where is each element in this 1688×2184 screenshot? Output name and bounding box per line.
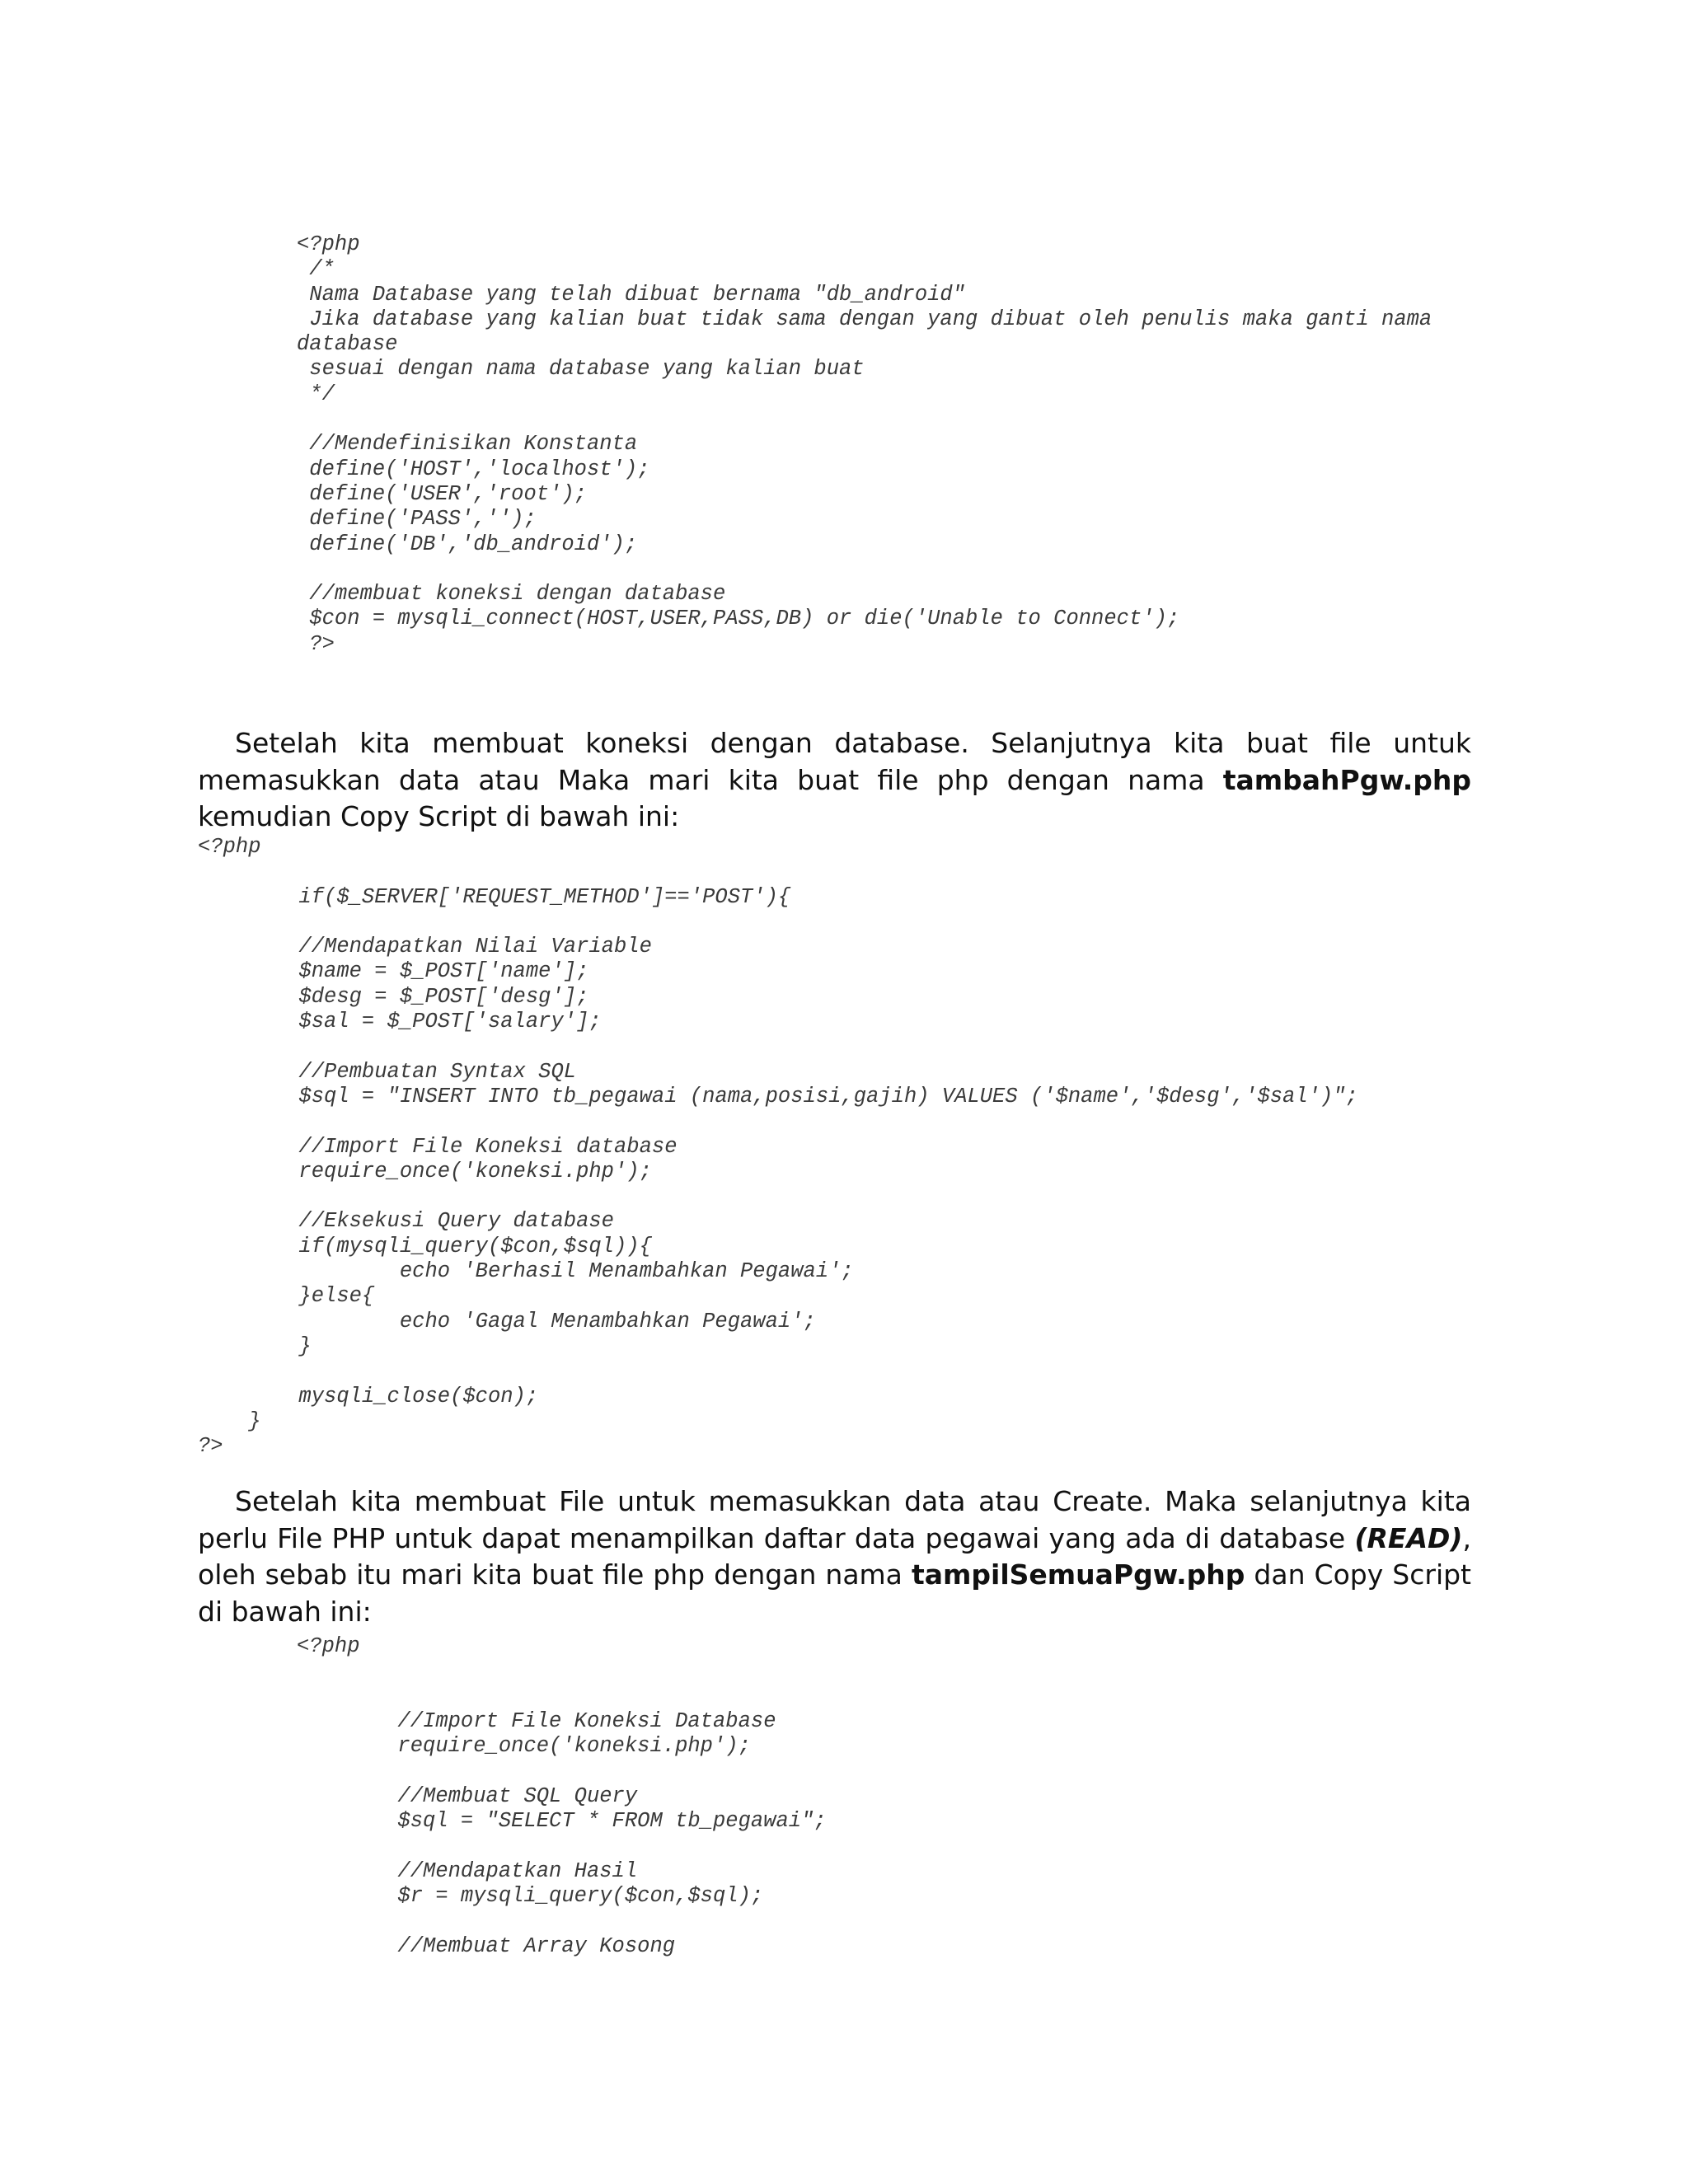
read-label: (READ)	[1354, 1521, 1463, 1554]
filename-tampil-semua-pgw: tampilSemuaPgw.php	[911, 1558, 1245, 1591]
filename-tambah-pgw: tambahPgw.php	[1222, 763, 1471, 796]
code-block-tambah-pgw: <?php if($_SERVER['REQUEST_METHOD']=='POST'){ //Mendapatkan Nilai Variable $name = $_POST['name']; $desg = $_POST['desg']; $sal = $_POST['salary']; //Pembuatan Syntax SQL $sql = "INSERT INTO tb_pegawai (nama,posisi,gajih) VALUES ('$name','$desg','$sal')"; //Import File Koneksi database require_once('koneksi.php'); //Eksekusi Query database if(mysqli_query($con,$sql)){ echo 'Berhasil Menambahkan Pegawai'; }else{ echo 'Gagal Menambahkan Pegawai'; } mysqli_close($con); } ?>	[198, 835, 1358, 1459]
paragraph-tambah-pegawai	[198, 725, 1471, 836]
paragraph-text: dan Copy Script di bawah ini:	[198, 1558, 1471, 1628]
paragraph-text: kemudian Copy Script di bawah ini:	[198, 800, 680, 832]
paragraph-text: Setelah kita membuat File untuk memasukkan data atau Create. Maka selanjutnya kita perlu File PHP untuk dapat menampilkan daftar data pegawai yang ada di database	[198, 1485, 1471, 1554]
paragraph-text: Setelah kita membuat koneksi dengan database. Selanjutnya kita buat file untuk memasukkan data atau Maka mari kita buat file php dengan nama	[198, 727, 1471, 796]
code-block-tampil-semua-pgw: <?php //Import File Koneksi Database require_once('koneksi.php'); //Membuat SQL Query $sql = "SELECT * FROM tb_pegawai"; //Mendapatkan Hasil $r = mysqli_query($con,$sql); //Membuat Array Kosong	[297, 1634, 827, 1958]
code-block-koneksi: <?php /* Nama Database yang telah dibuat bernama "db_android" Jika database yang kalian buat tidak sama dengan yang dibuat oleh penulis maka ganti nama database sesuai dengan nama database yang kalian buat */ //Mendefinisikan Konstanta define('HOST','localhost'); define('USER','root'); define('PASS',''); define('DB','db_android'); //membuat koneksi dengan database $con = mysqli_connect(HOST,USER,PASS,DB) or die('Unable to Connect'); ?>	[297, 232, 1432, 656]
paragraph-tampil-semua-pegawai	[198, 1483, 1471, 1630]
paragraph-text: , oleh sebab itu mari kita buat file php dengan nama	[198, 1521, 1471, 1591]
